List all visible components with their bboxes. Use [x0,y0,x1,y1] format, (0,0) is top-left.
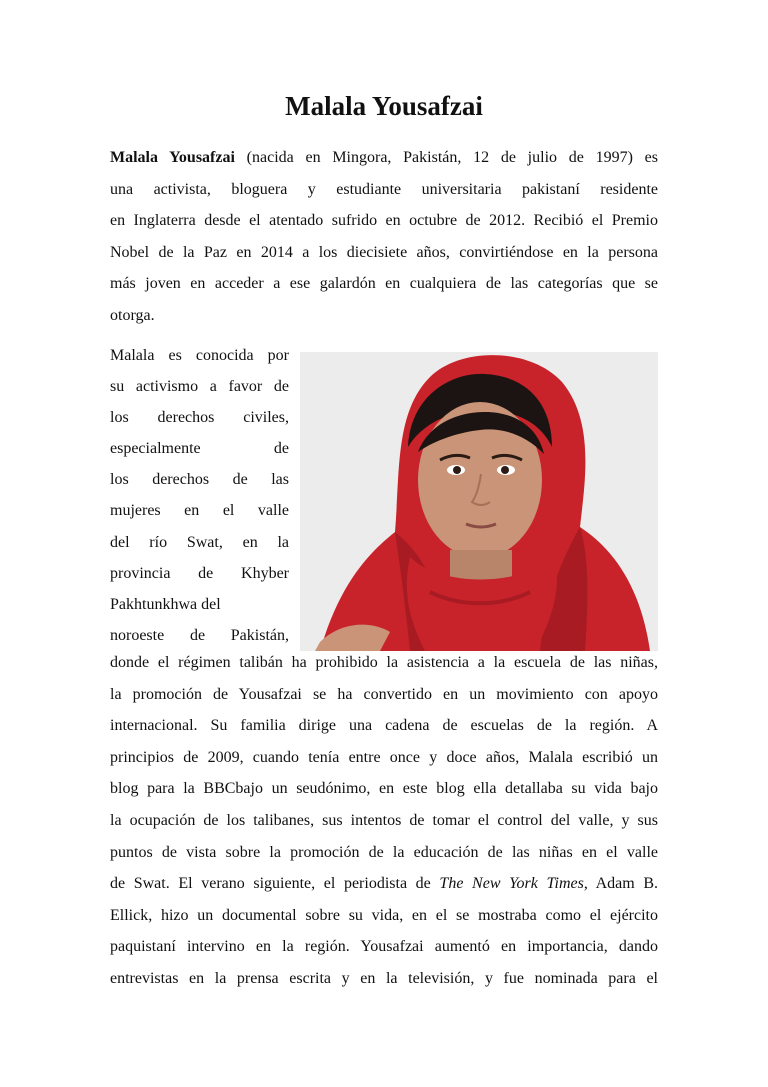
body-line: la ocupación de los talibanes, sus intentos de tomar el control del valle, y sus [110,811,658,829]
float-line: provincia de Khyber [110,564,289,582]
intro-paragraph [110,142,658,332]
body-line: internacional. Su familia dirige una cadena de escuelas de la región. A [110,717,658,735]
newspaper-name: The New York Times [439,875,584,893]
float-line: los derechos de las [110,471,289,489]
portrait-illustration [300,352,658,651]
body-paragraph [110,647,658,995]
body-line: la promoción de Yousafzai se ha convertido en un movimiento con apoyo [110,685,658,703]
body-line: entrevistas en la prensa escrita y en la televisión, y fue nominada para el [110,969,658,987]
float-line: especialmente de [110,440,289,458]
intro-line-3: en Inglaterra desde el atentado sufrido en octubre de 2012. Recibió el Premio [110,212,658,230]
body-line: blog para la BBCbajo un seudónimo, en este blog ella detallaba su vida bajo [110,780,658,798]
float-line: noroeste de Pakistán, [110,626,289,644]
page-title: Malala Yousafzai [285,91,483,121]
intro-line-2: una activista, bloguera y estudiante universitaria pakistaní residente [110,180,658,198]
float-line: del río Swat, en la [110,533,289,551]
intro-line-4: Nobel de la Paz en 2014 a los diecisiete años, convirtiéndose en la persona [110,243,658,261]
intro-line-6: otorga. [110,306,155,324]
float-line: los derechos civiles, [110,409,289,427]
float-line: mujeres en el valle [110,502,289,520]
body-line: puntos de vista sobre la promoción de la educación de las niñas en el valle [110,843,658,861]
intro-bold-name: Malala Yousafzai [110,149,235,166]
body-line: Ellick, hizo un documental sobre su vida, en el se mostraba como el ejército [110,906,658,924]
float-line: Malala es conocida por [110,347,289,364]
float-line: Pakhtunkhwa del [110,595,221,613]
body-line: principios de 2009, cuando tenía entre once y doce años, Malala escribió un [110,748,658,766]
wrapped-text-column [110,340,289,651]
body-line-nyt: de Swat. El verano siguiente, el periodista de The New York Times, Adam B. [110,875,659,893]
float-line: su activismo a favor de [110,378,289,396]
body-line: paquistaní intervino en la región. Yousafzai aumentó en importancia, dando [110,938,658,956]
portrait-photo [300,352,658,651]
body-line: donde el régimen talibán ha prohibido la asistencia a la escuela de las niñas, [110,654,658,671]
intro-line-1: Malala Yousafzai (nacida en Mingora, Pakistán, 12 de julio de 1997) es [110,149,658,166]
intro-line-5: más joven en acceder a ese galardón en cualquiera de las categorías que se [110,275,658,293]
